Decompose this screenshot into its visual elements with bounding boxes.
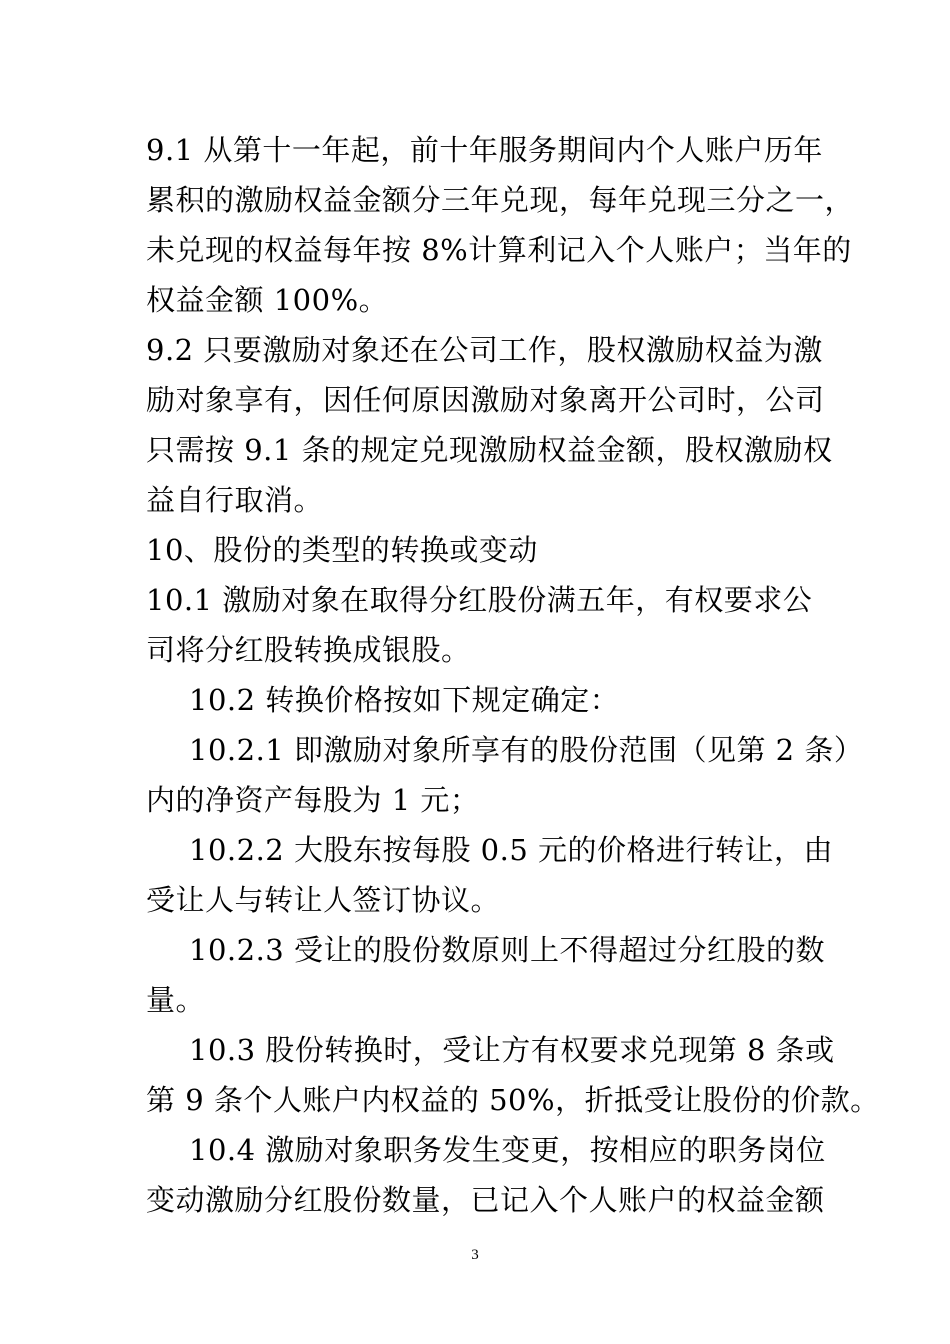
page-number: 3 <box>471 1247 479 1263</box>
text-line: 10.2.1 即激励对象所享有的股份范围（见第 2 条） <box>189 733 864 767</box>
text-line: 益自行取消。 <box>146 483 324 517</box>
text-line: 9.1 从第十一年起，前十年服务期间内个人账户历年 <box>146 133 823 167</box>
text-line: 励对象享有，因任何原因激励对象离开公司时，公司 <box>146 383 825 417</box>
text-line: 受让人与转让人签订协议。 <box>146 883 501 917</box>
text-line: 只需按 9.1 条的规定兑现激励权益金额，股权激励权 <box>146 433 833 467</box>
text-line: 10.2.3 受让的股份数原则上不得超过分红股的数 <box>189 933 825 967</box>
text-line: 10.1 激励对象在取得分红股份满五年，有权要求公 <box>146 583 813 617</box>
text-line: 内的净资产每股为 1 元； <box>146 783 480 817</box>
text-line: 量。 <box>146 983 206 1017</box>
text-line: 10.2.2 大股东按每股 0.5 元的价格进行转让，由 <box>189 833 834 867</box>
text-line: 司将分红股转换成银股。 <box>146 633 471 667</box>
text-line: 权益金额 100%。 <box>146 283 389 317</box>
text-line: 变动激励分红股份数量，已记入个人账户的权益金额 <box>146 1183 825 1217</box>
text-line: 10.4 激励对象职务发生变更，按相应的职务岗位 <box>189 1133 826 1167</box>
text-line: 9.2 只要激励对象还在公司工作，股权激励权益为激 <box>146 333 823 367</box>
section-heading: 10、股份的类型的转换或变动 <box>146 533 538 567</box>
text-line: 10.3 股份转换时，受让方有权要求兑现第 8 条或 <box>189 1033 835 1067</box>
text-line: 第 9 条个人账户内权益的 50%，折抵受让股份的价款。 <box>146 1083 880 1117</box>
text-line: 累积的激励权益金额分三年兑现，每年兑现三分之一， <box>146 183 855 217</box>
text-line: 10.2 转换价格按如下规定确定： <box>189 683 620 717</box>
text-line: 未兑现的权益每年按 8%计算利记入个人账户；当年的 <box>146 233 852 267</box>
